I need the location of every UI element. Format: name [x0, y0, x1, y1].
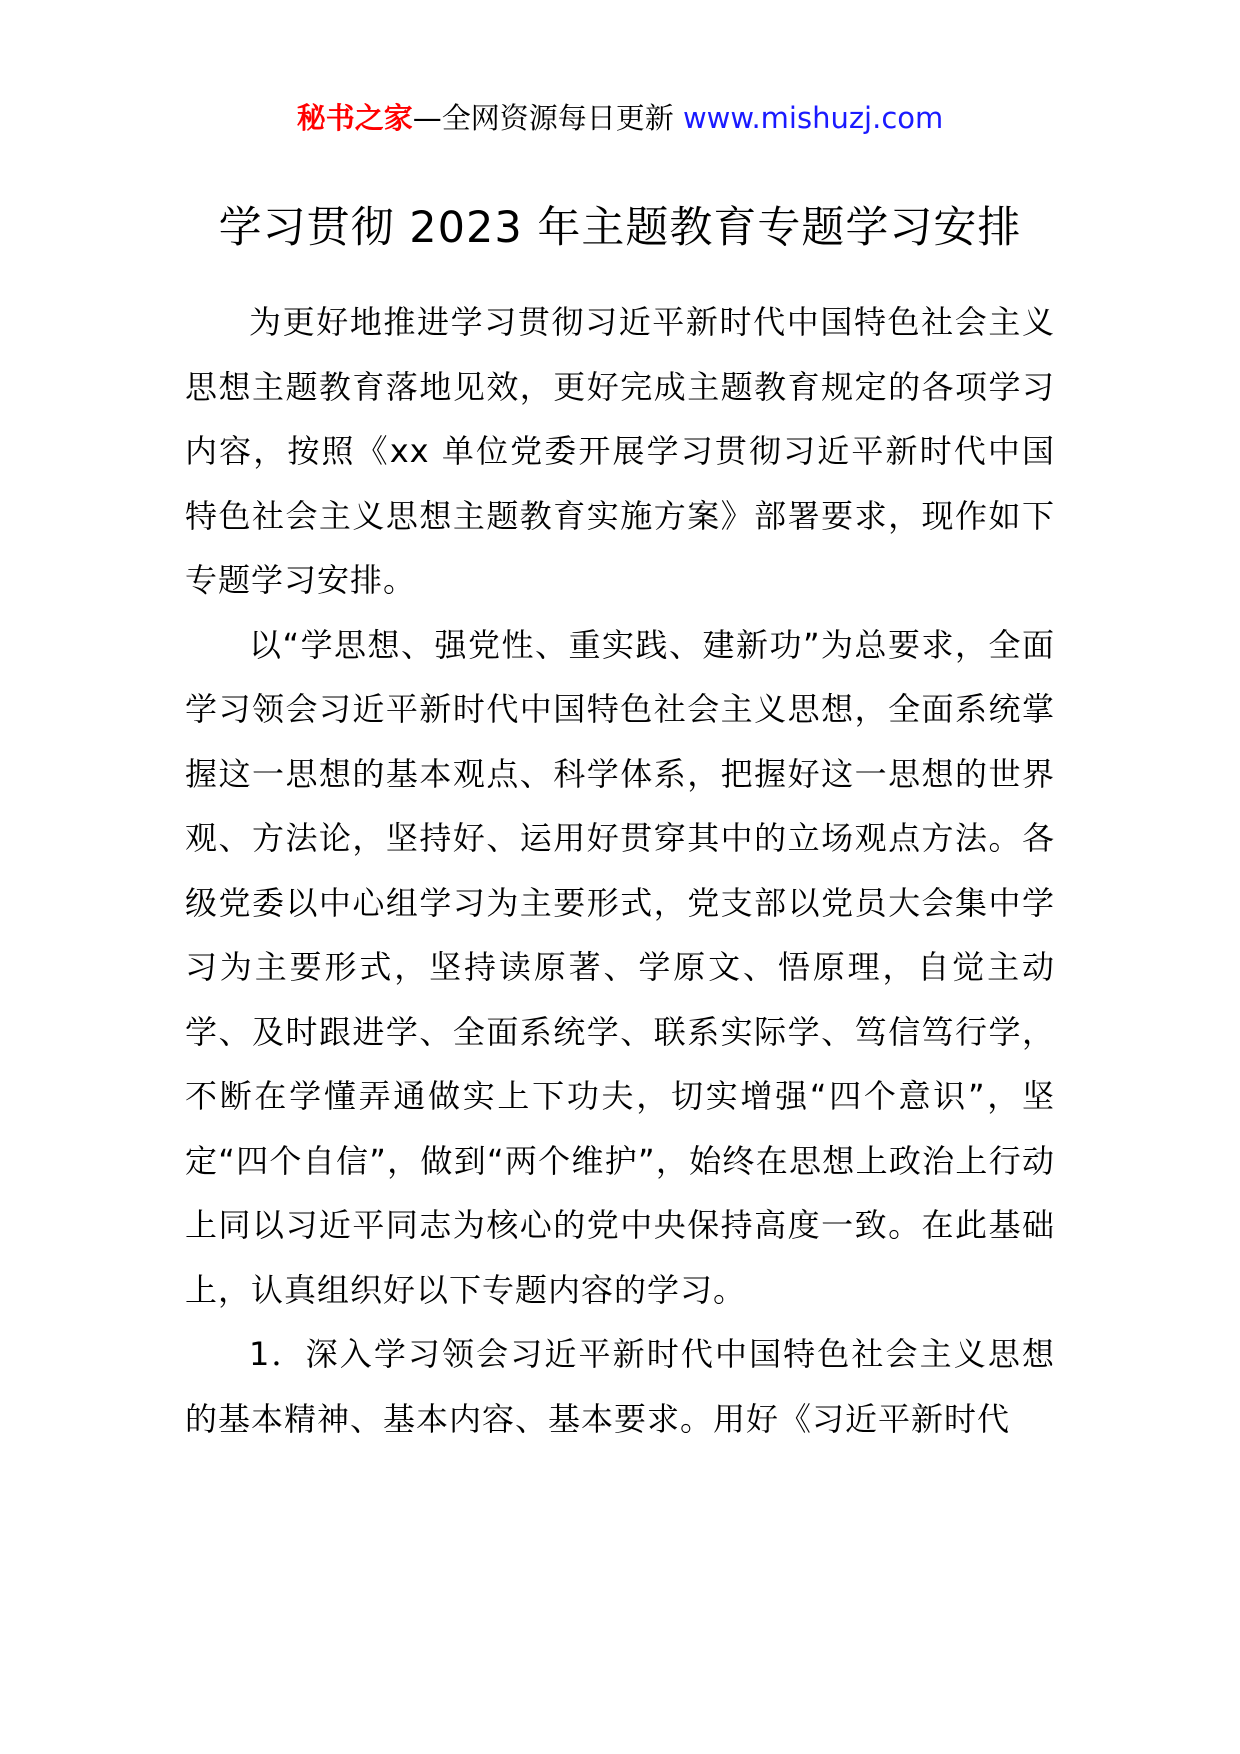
site-url-link[interactable]: www.mishuzj.com: [682, 101, 944, 135]
document-body: [185, 290, 1055, 1451]
brand-name: 秘书之家: [296, 101, 413, 135]
banner-slogan: —全网资源每日更新: [412, 101, 683, 135]
site-banner: [0, 98, 1240, 138]
paragraph-requirements: 以“学思想、强党性、重实践、建新功”为总要求，全面学习领会习近平新时代中国特色社会主义思想，全面系统掌握这一思想的基本观点、科学体系，把握好这一思想的世界观、方法论，坚持好、运用好贯穿其中的立场观点方法。各级党委以中心组学习为主要形式，党支部以党员大会集中学习为主要形式，坚持读原著、学原文、悟原理，自觉主动学、及时跟进学、全面系统学、联系实际学、笃信笃行学，不断在学懂弄通做实上下功夫，切实增强“四个意识”，坚定“四个自信”，做到“两个维护”，始终在思想上政治上行动上同以习近平同志为核心的党中央保持高度一致。在此基础上，认真组织好以下专题内容的学习。: [185, 625, 1055, 1309]
document-title: 学习贯彻 2023 年主题教育专题学习安排: [218, 203, 1022, 253]
paragraph-item-1: 1．深入学习领会习近平新时代中国特色社会主义思想的基本精神、基本内容、基本要求。用好《习近平新时代: [185, 1335, 1055, 1438]
paragraph-intro: 为更好地推进学习贯彻习近平新时代中国特色社会主义思想主题教育落地见效，更好完成主题教育规定的各项学习内容，按照《xx 单位党委开展学习贯彻习近平新时代中国特色社会主义思想主题教育实施方案》部署要求，现作如下专题学习安排。: [185, 303, 1055, 599]
